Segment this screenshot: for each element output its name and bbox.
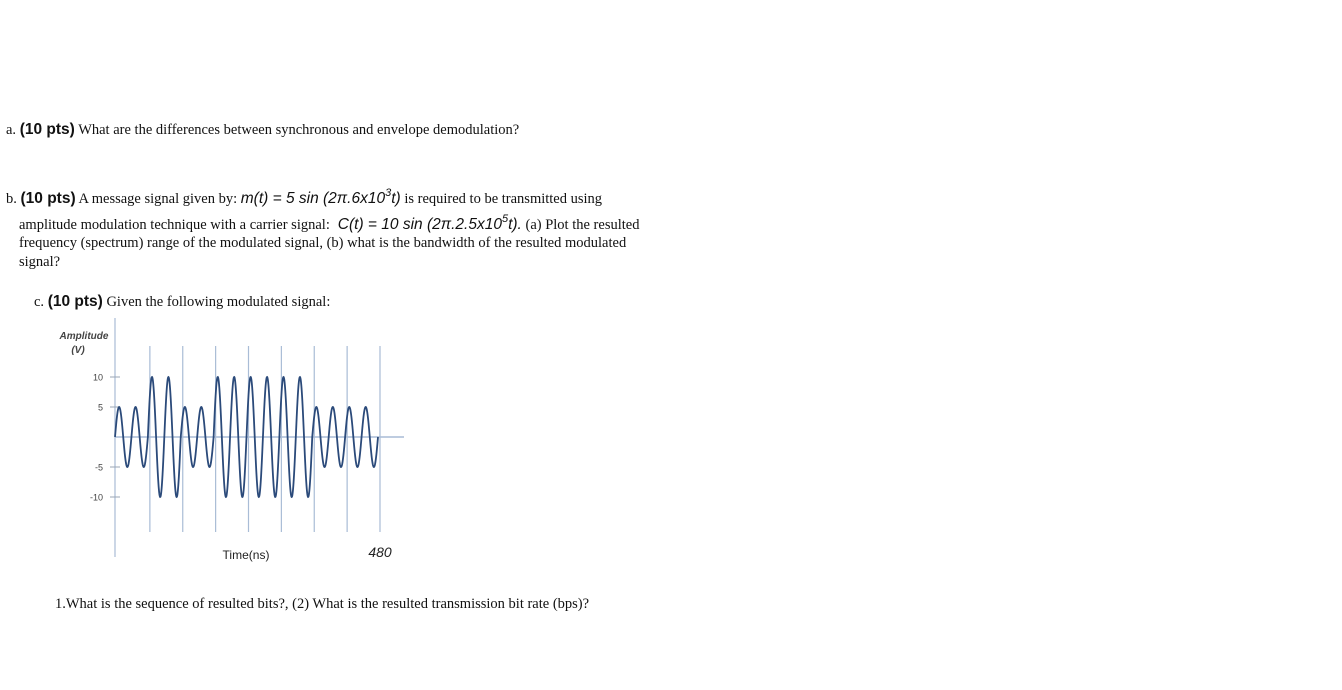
y-axis-label-line2: (V) <box>71 345 85 356</box>
message-signal-equation: m(t) = 5 $\sin (2\pi.6x10^3t)$ <box>240 187 401 207</box>
question-b-line2-text: amplitude modulation technique with a carrier signal: <box>19 217 330 233</box>
y-tick-label: -5 <box>94 462 103 473</box>
question-b-points: (10 pts) <box>20 190 76 207</box>
y-tick-label: 10 <box>92 372 103 383</box>
question-a-points: (10 pts) <box>19 121 75 138</box>
x-axis-label: Time(ns) <box>222 548 270 562</box>
question-b-line-4: signal? <box>19 254 61 270</box>
question-a-text: What are the differences between synchronous and envelope demodulation? <box>78 122 520 138</box>
x-end-label: 480 <box>368 544 392 560</box>
question-b-text-1: A message signal given by: <box>78 191 238 207</box>
question-c-points: (10 pts) <box>47 293 103 310</box>
question-c-letter: c. <box>34 294 45 310</box>
question-b-letter: b. <box>6 191 17 207</box>
question-c-text: Given the following modulated signal: <box>106 294 331 310</box>
question-b-line-3: frequency (spectrum) range of the modulated signal, (b) what is the bandwidth of the resulted modulated <box>19 235 627 251</box>
question-a-letter: a. <box>6 122 17 138</box>
question-b-text-2: is required to be transmitted using <box>404 191 603 207</box>
question-b-line2-tail: (a) Plot the resulted <box>525 217 640 233</box>
y-tick-label: -10 <box>89 492 103 503</box>
question-c-followup: 1.What is the sequence of resulted bits?, (2) What is the resulted transmission bit rate (bps)? <box>55 596 590 612</box>
carrier-signal-equation: C(t) = 10 $\sin (2\pi.2.5x10^5t)$. <box>337 213 522 233</box>
y-tick-label: 5 <box>97 402 103 413</box>
y-axis-label-line1: Amplitude <box>59 331 109 342</box>
